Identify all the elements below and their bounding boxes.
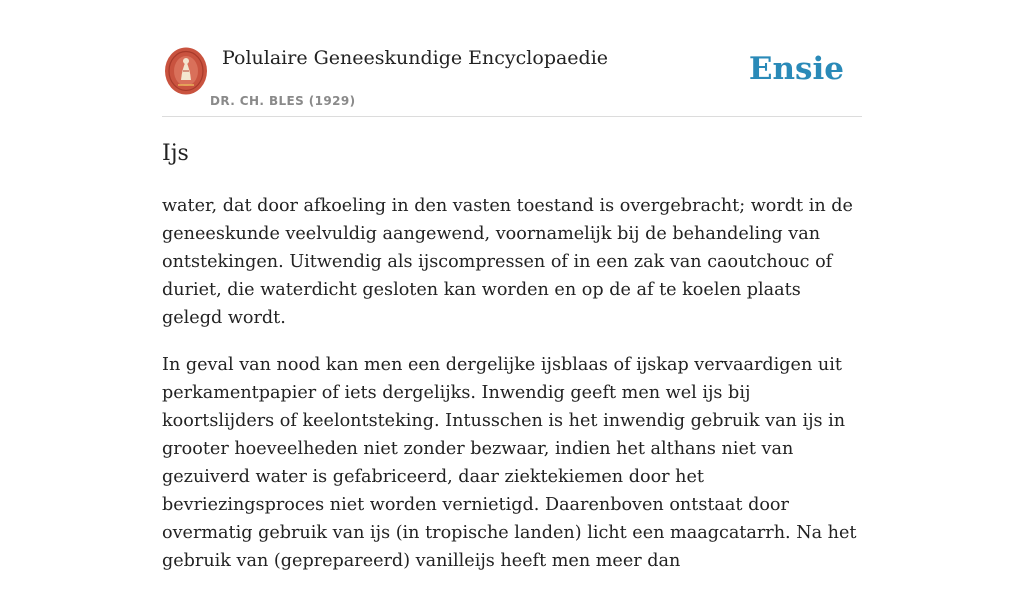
book-title[interactable]: Polulaire Geneeskundige Encyclopaedie [222,47,609,69]
entry-paragraph: In geval van nood kan men een dergelijke ijsblaas of ijskap vervaardigen uit perkamentpapier of iets dergelijks. Inwendig geeft men wel ijs bij koortslijders of keelontsteking. Intusschen is het inwendig gebruik van ijs in grooter hoeveelheden niet zonder bezwaar, indien het althans niet van gezuiverd water is gefabriceerd, daar ziektekiemen door het bevriezingsproces niet worden vernietigd. Daarenboven ontstaat door overmatig gebruik van ijs (in tropische landen) licht een maagcatarrh. Na het gebruik van (geprepareerd) vanilleijs heeft men meer dan [162,355,857,571]
header [162,0,862,117]
ensie-brand-link[interactable]: Ensie [748,51,844,87]
entry-body [162,192,862,594]
page-container [162,0,862,571]
entry-title: Ijs [162,141,189,166]
entry-paragraph: water, dat door afkoeling in den vasten toestand is overgebracht; wordt in de geneeskunde veelvuldig aangewend, voornamelijk bij de behandeling van ontstekingen. Uitwendig als ijscompressen of in een zak van caoutchouc of duriet, die waterdicht gesloten kan worden en op de af te koelen plaats gelegd wordt. [162,196,853,328]
book-cover-icon[interactable] [164,47,208,95]
book-author: DR. CH. BLES (1929) [210,94,356,108]
